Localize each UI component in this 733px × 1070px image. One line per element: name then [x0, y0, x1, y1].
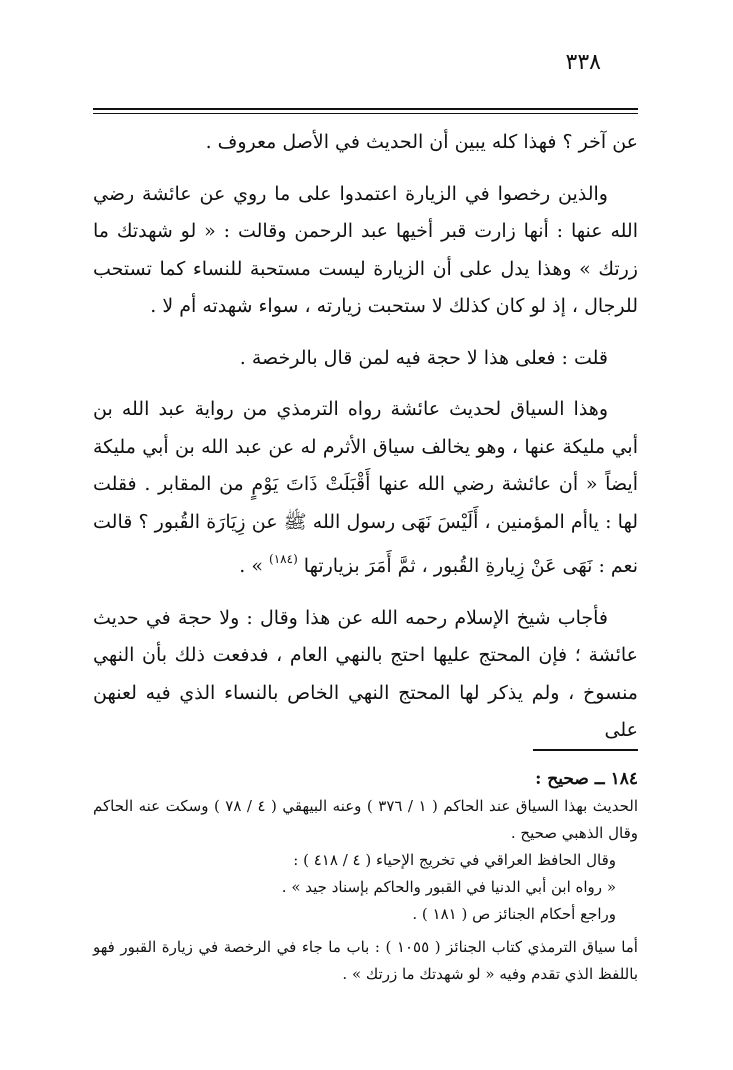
main-text: [93, 124, 638, 750]
footnote-heading: ١٨٤ ــ صحيح :: [535, 769, 638, 789]
page-number: ٣٣٨: [565, 50, 601, 75]
footnote-separator: [533, 749, 638, 751]
header-rule: [93, 108, 638, 114]
footnote-line-2: وقال الحافظ العراقي في تخريج الإحياء ( ٤ / ٤١٨ ) :: [293, 851, 616, 869]
paragraph-5: فأجاب شيخ الإسلام رحمه الله عن هذا وقال : ولا حجة في حديث عائشة ؛ فإن المحتج عليها احتج بالنهي العام ، فدفعت ذلك بأن النهي منسوخ ، ولم يذكر لها المحتج النهي الخاص بالنساء الذي فيه لعنهن على: [93, 606, 638, 741]
paragraph-4-text: وهذا السياق لحديث عائشة رواه الترمذي من رواية عبد الله بن أبي مليكة عنها ، وهو يخالف سياق الأثرم له عن عبد الله بن أبي مليكة أيضاً « أن عائشة رضي الله عنها أَقْبَلَتْ ذَاتَ يَوْمٍ من المقابر . فقلت لها : ياأم المؤمنين ، أَلَيْسَ نَهَى رسول الله ﷺ عن زِيَارَة القُبور ؟ قالت نعم : نَهَى عَنْ زِيارةِ القُبور ، ثمَّ أَمَرَ بزيارتها: [93, 398, 638, 577]
footnote-line-4: وراجع أحكام الجنائز ص ( ١٨١ ) .: [412, 905, 616, 923]
paragraph-3: قلت : فعلى هذا لا حجة فيه لمن قال بالرخصة .: [239, 346, 608, 369]
paragraph-1: عن آخر ؟ فهذا كله يبين أن الحديث في الأصل معروف .: [205, 131, 638, 153]
paragraph-4-close: » .: [239, 555, 270, 577]
footnote-ref-184[interactable]: (١٨٤): [269, 552, 298, 566]
paragraph-4: [93, 391, 638, 586]
footnote-line-3: « رواه ابن أبي الدنيا في القبور والحاكم بإسناد جيد » .: [281, 878, 616, 896]
footnotes: [93, 766, 638, 988]
paragraph-2: والذين رخصوا في الزيارة اعتمدوا على ما روي عن عائشة رضي الله عنها : أنها زارت قبر أخيها عبد الرحمن وقالت : « لو شهدتك ما زرتك » وهذا يدل على أن الزيارة ليست مستحبة للنساء كما تستحب للرجال ، إذ لو كان كذلك لا ستحبت زيارته ، سواء شهدته أم لا .: [93, 182, 638, 317]
footnote-line-5: أما سياق الترمذي كتاب الجنائز ( ١٠٥٥ ) : باب ما جاء في الرخصة في زيارة القبور فهو باللفظ الذي تقدم وفيه « لو شهدتك ما زرتك » .: [93, 938, 638, 983]
footnote-line-1: الحديث بهذا السياق عند الحاكم ( ١ / ٣٧٦ ) وعنه البيهقي ( ٤ / ٧٨ ) وسكت عنه الحاكم وقال الذهبي صحيح .: [93, 797, 639, 842]
